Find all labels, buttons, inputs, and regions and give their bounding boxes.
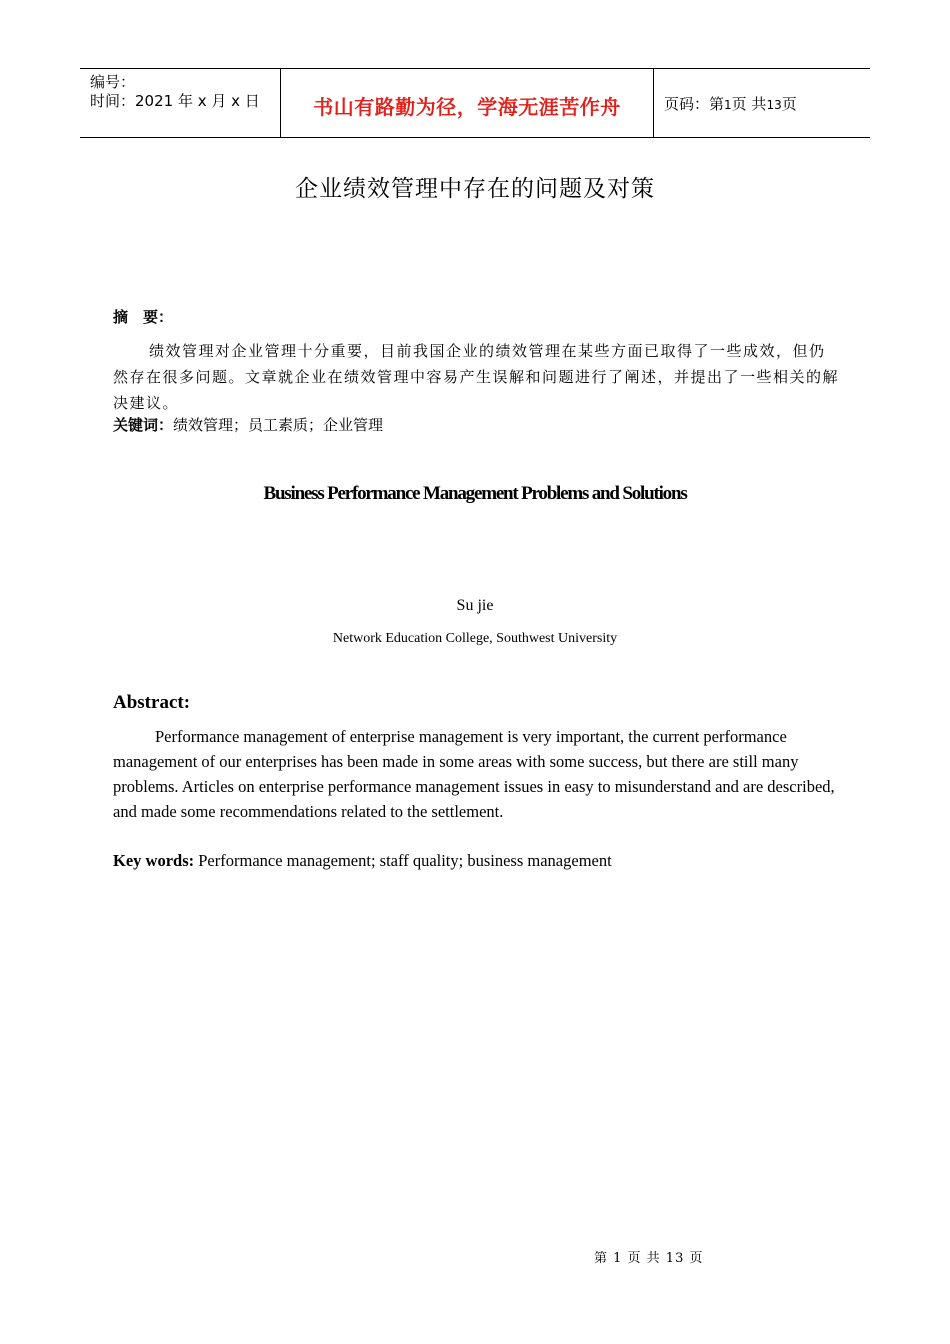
abstract-label-en: Abstract: xyxy=(113,692,191,713)
page-number-field xyxy=(664,93,797,114)
page-current: 1 xyxy=(724,98,732,112)
header-page-cell xyxy=(654,69,870,137)
keywords-label-en: Key words: xyxy=(113,851,195,870)
header-motto-cell xyxy=(281,69,654,137)
author-name: Su jie xyxy=(456,597,494,614)
serial-number-label: 编号： xyxy=(90,73,136,91)
abstract-text-cn: 绩效管理对企业管理十分重要，目前我国企业的绩效管理在某些方面已取得了一些成效，但仍然存在很多问题。文章就企业在绩效管理中容易产生误解和问题进行了阐述，并提出了一些相关的解决建议。 xyxy=(113,342,840,412)
keywords-label-cn: 关键词： xyxy=(113,416,174,434)
document-title-cn: 企业绩效管理中存在的问题及对策 xyxy=(295,176,655,202)
motto-text: 书山有路勤为径，学海无涯苦作舟 xyxy=(313,95,621,119)
page-label: 页码：第 xyxy=(664,95,725,113)
abstract-label-cn: 摘 要： xyxy=(113,308,174,326)
time-rest: 年 x 月 x 日 xyxy=(177,92,260,110)
keywords-cn xyxy=(113,413,383,437)
keywords-en xyxy=(113,849,612,873)
abstract-text-en: Performance management of enterprise management is very important, the current performance management of our enterprises has been made in some areas with some success, but there are still many problems. Articles on enterprise performance management issues in easy to misunderstand and are described, and made some recommendations related to the settlement. xyxy=(113,727,835,821)
time-field xyxy=(90,90,260,111)
time-label: 时间： xyxy=(90,92,136,110)
keywords-text-en: Performance management; staff quality; business management xyxy=(198,851,612,870)
page-mid: 页 共 xyxy=(731,95,767,113)
author-affiliation: Network Education College, Southwest University xyxy=(332,631,618,646)
page-end: 页 xyxy=(781,95,797,113)
document-title-en: Business Performance Management Problems and Solutions xyxy=(263,483,687,504)
header-info-cell xyxy=(80,69,281,137)
page-total: 13 xyxy=(766,98,782,112)
page-header-table xyxy=(80,68,870,138)
page-footer: 第 1 页 共 13 页 xyxy=(594,1251,704,1266)
time-year: 2021 xyxy=(135,92,174,110)
keywords-text-cn: 绩效管理；员工素质；企业管理 xyxy=(173,416,384,434)
